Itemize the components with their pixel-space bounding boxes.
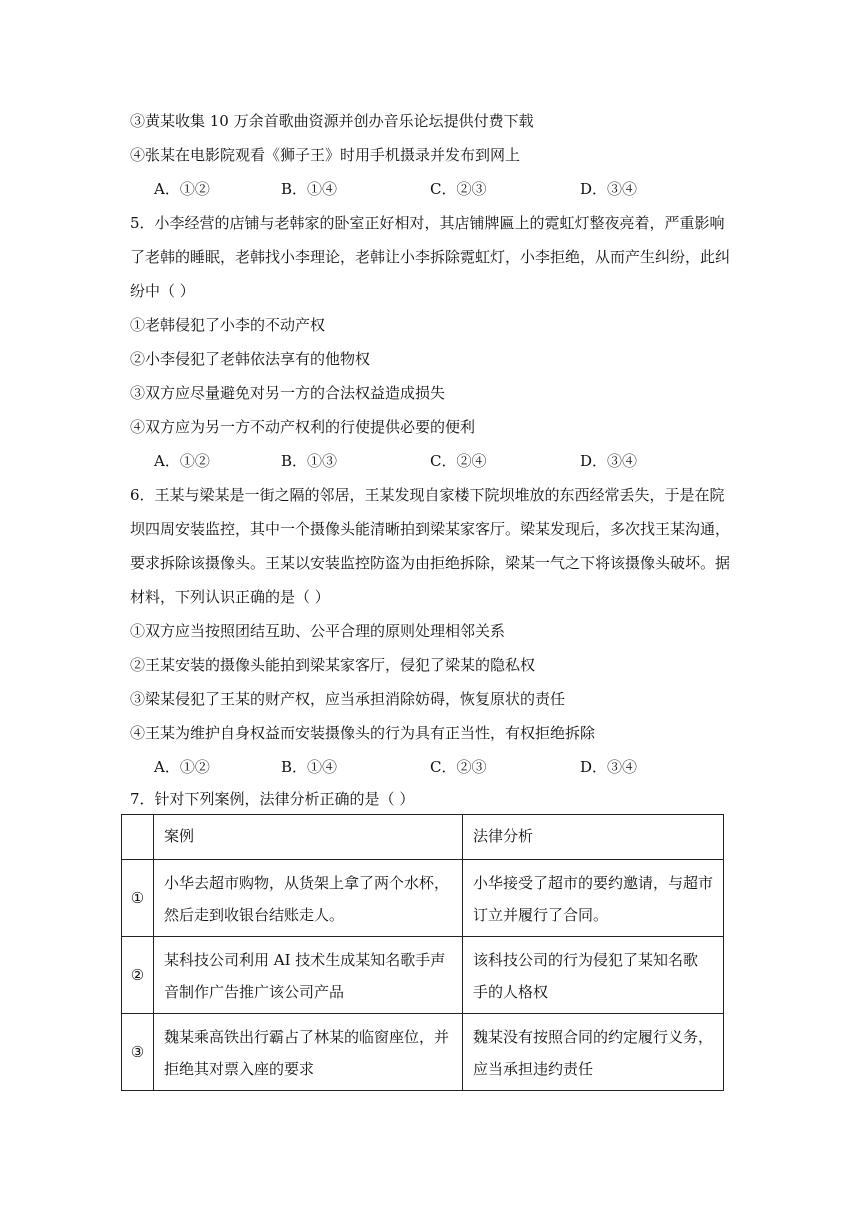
table-row [122,1014,724,1091]
q5-choice-a[interactable]: A．①② [154,452,210,470]
q6-stem-line-4: 材料，下列认识正确的是（ ） [130,588,330,606]
q6-stem-line-1: 6．王某与梁某是一街之隔的邻居，王某发现自家楼下院坝堆放的东西经常丢失，于是在院 [130,486,725,504]
row-number: ③ [122,1014,154,1091]
q5-stem-line-3: 纷中（ ） [130,282,195,300]
row-number: ① [122,860,154,937]
case-cell [154,860,463,937]
q6-item-4: ④王某为维护自身权益而安装摄像头的行为具有正当性，有权拒绝拆除 [130,724,596,742]
q4-choice-a[interactable]: A．①② [154,180,210,198]
q5-choices [154,451,714,471]
table-row [122,860,724,937]
case-line: 魏某乘高铁出行霸占了林某的临窗座位，并 [164,1028,450,1046]
q5-choice-d[interactable]: D．③④ [580,452,638,470]
case-line: 拒绝其对票入座的要求 [164,1060,315,1078]
analysis-line: 应当承担违约责任 [473,1060,594,1078]
analysis-line: 订立并履行了合同。 [473,906,609,924]
q5-stem-line-1: 5．小李经营的店铺与老韩家的卧室正好相对，其店铺牌匾上的霓虹灯整夜亮着，严重影响 [130,214,725,232]
q4-choice-b[interactable]: B．①④ [281,180,338,198]
q5-item-3: ③双方应尽量避免对另一方的合法权益造成损失 [130,384,446,402]
table-header-number [122,815,154,860]
q7-stem: 7．针对下列案例，法律分析正确的是（ ） [130,790,415,808]
q4-choice-d[interactable]: D．③④ [580,180,638,198]
analysis-cell [463,860,724,937]
q6-choices [154,757,714,777]
q6-item-2: ②王某安装的摄像头能拍到梁某家客厅，侵犯了梁某的隐私权 [130,656,536,674]
q5-stem-line-2: 了老韩的睡眠，老韩找小李理论，老韩让小李拆除霓虹灯，小李拒绝，从而产生纠纷，此纠 [130,248,731,266]
analysis-line: 小华接受了超市的要约邀请，与超市 [473,874,714,892]
q6-item-3: ③梁某侵犯了王某的财产权，应当承担消除妨碍，恢复原状的责任 [130,690,566,708]
q5-item-1: ①老韩侵犯了小李的不动产权 [130,316,326,334]
analysis-line: 魏某没有按照合同的约定履行义务， [473,1028,714,1046]
case-line: 某科技公司利用 AI 技术生成某知名歌手声 [164,951,446,969]
case-analysis-table [121,814,724,1091]
q4-item-3: ③黄某收集 10 万余首歌曲资源并创办音乐论坛提供付费下载 [130,112,534,130]
table-row [122,937,724,1014]
q4-choices [154,179,714,199]
q6-stem-line-2: 坝四周安装监控，其中一个摄像头能清晰拍到梁某家客厅。梁某发现后，多次找王某沟通， [130,520,731,538]
q4-choice-c[interactable]: C．②③ [430,180,487,198]
q6-choice-b[interactable]: B．①④ [281,758,338,776]
q6-item-1: ①双方应当按照团结互助、公平合理的原则处理相邻关系 [130,622,506,640]
case-line: 小华去超市购物，从货架上拿了两个水杯， [164,874,450,892]
q6-stem-line-3: 要求拆除该摄像头。王某以安装监控防盗为由拒绝拆除，梁某一气之下将该摄像头破坏。据 [130,554,731,572]
q5-choice-c[interactable]: C．②④ [430,452,487,470]
q5-item-4: ④双方应为另一方不动产权利的行使提供必要的便利 [130,418,476,436]
analysis-line: 该科技公司的行为侵犯了某知名歌 [473,951,699,969]
table-header-row [122,815,724,860]
table-header-case: 案例 [154,815,463,860]
case-line: 然后走到收银台结账走人。 [164,906,345,924]
q4-item-4: ④张某在电影院观看《狮子王》时用手机摄录并发布到网上 [130,146,521,164]
q5-choice-b[interactable]: B．①③ [281,452,338,470]
q6-choice-c[interactable]: C．②③ [430,758,487,776]
case-cell [154,1014,463,1091]
analysis-cell [463,1014,724,1091]
analysis-cell [463,937,724,1014]
table-header-analysis: 法律分析 [463,815,724,860]
q6-choice-d[interactable]: D．③④ [580,758,638,776]
q5-item-2: ②小李侵犯了老韩依法享有的他物权 [130,350,371,368]
case-cell [154,937,463,1014]
analysis-line: 手的人格权 [473,983,549,1001]
case-line: 音制作广告推广该公司产品 [164,983,345,1001]
row-number: ② [122,937,154,1014]
q6-choice-a[interactable]: A．①② [154,758,210,776]
